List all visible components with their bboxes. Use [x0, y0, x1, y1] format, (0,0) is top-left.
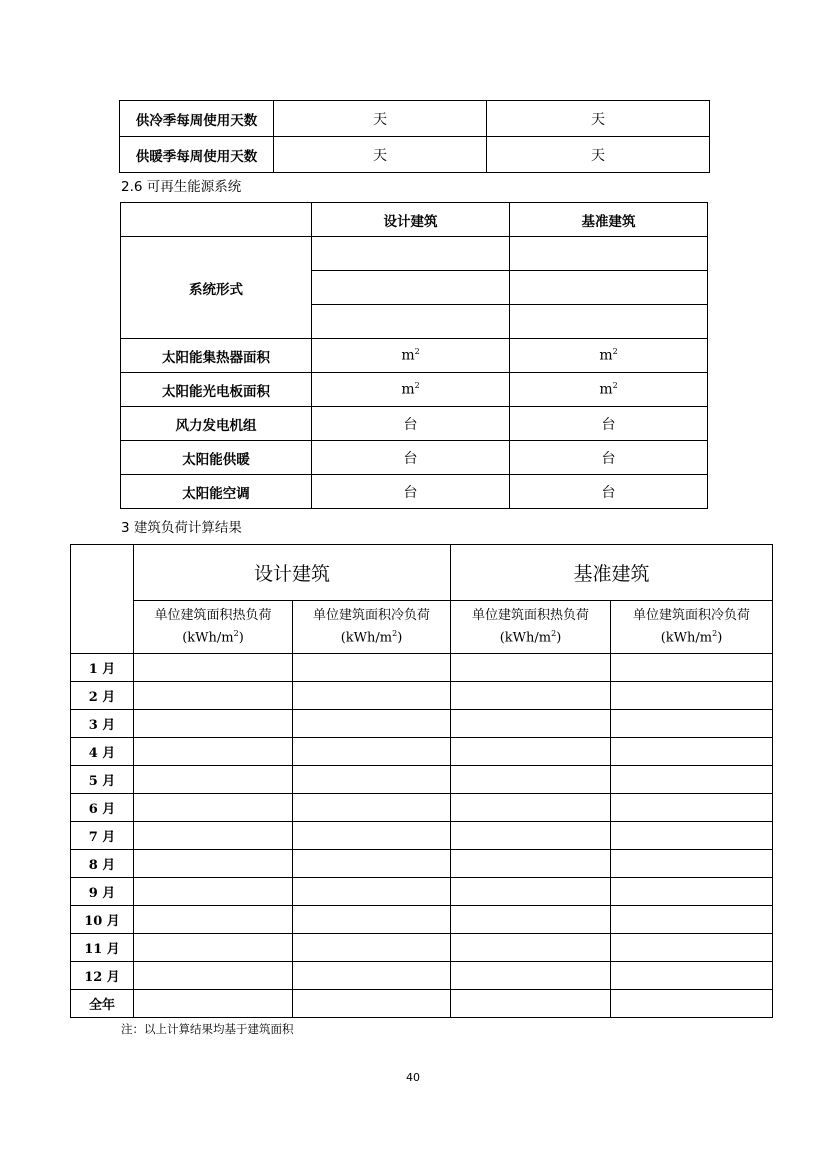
usage-days-table [119, 100, 710, 173]
value-cell [293, 738, 451, 766]
value-cell [451, 934, 611, 962]
value-cell [134, 850, 293, 878]
table-row [71, 794, 773, 822]
table-row [71, 682, 773, 710]
value-cell [451, 906, 611, 934]
month-label: 9 月 [71, 878, 134, 906]
month-label: 3 月 [71, 710, 134, 738]
value-cell [134, 794, 293, 822]
value-cell [451, 822, 611, 850]
value-cell [451, 766, 611, 794]
load-results-table [70, 544, 773, 1018]
value-cell [451, 738, 611, 766]
section-heading-3: 3 建筑负荷计算结果 [121, 520, 242, 536]
value-cell [611, 822, 773, 850]
value-cell [451, 794, 611, 822]
table-row [71, 990, 773, 1018]
month-label: 5 月 [71, 766, 134, 794]
empty-cell [510, 237, 708, 271]
empty-cell [510, 305, 708, 339]
value-cell [134, 654, 293, 682]
table-row [121, 407, 708, 441]
value-cell [611, 710, 773, 738]
value-cell [293, 962, 451, 990]
table-row [120, 101, 710, 137]
table-row [71, 878, 773, 906]
table-row [71, 766, 773, 794]
subheader-design-heat: 单位建筑面积热负荷 $(kWh/m^2)$ [134, 601, 293, 654]
value-cell [134, 906, 293, 934]
value-cell [134, 682, 293, 710]
table-row [121, 441, 708, 475]
value-cell [134, 766, 293, 794]
footnote: 注：以上计算结果均基于建筑面积 [121, 1022, 294, 1036]
month-label: 6 月 [71, 794, 134, 822]
value-cell [451, 878, 611, 906]
month-label: 8 月 [71, 850, 134, 878]
value-cell [134, 962, 293, 990]
header-baseline: 基准建筑 [451, 545, 773, 601]
value-cell [451, 850, 611, 878]
value-cell [293, 878, 451, 906]
table-row [121, 339, 708, 373]
empty-cell [312, 237, 510, 271]
value-cell [293, 990, 451, 1018]
table-row [121, 237, 708, 271]
table-row [121, 475, 708, 509]
month-label: 2 月 [71, 682, 134, 710]
value-cell [293, 710, 451, 738]
row-label: 太阳能空调 [121, 475, 312, 509]
month-label: 1 月 [71, 654, 134, 682]
subheader-baseline-heat: 单位建筑面积热负荷 $(kWh/m^2)$ [451, 601, 611, 654]
value-cell [293, 934, 451, 962]
table-row [71, 710, 773, 738]
design-cell: $m^2$ [312, 373, 510, 407]
table-row [71, 934, 773, 962]
subheader-baseline-cool: 单位建筑面积冷负荷 $(kWh/m^2)$ [611, 601, 773, 654]
table-row [71, 654, 773, 682]
baseline-cell: 台 [510, 475, 708, 509]
value-cell [451, 710, 611, 738]
design-cell: 台 [312, 441, 510, 475]
row-label: 太阳能集热器面积 [121, 339, 312, 373]
value-cell [611, 654, 773, 682]
value-cell [611, 990, 773, 1018]
empty-cell [121, 203, 312, 237]
section-heading-2-6: 2.6 可再生能源系统 [121, 179, 242, 195]
system-form-label: 系统形式 [121, 237, 312, 339]
month-label: 7 月 [71, 822, 134, 850]
header-design: 设计建筑 [134, 545, 451, 601]
header-design: 设计建筑 [312, 203, 510, 237]
value-cell [451, 990, 611, 1018]
baseline-cell: $m^2$ [510, 339, 708, 373]
value-cell [451, 682, 611, 710]
table-row [71, 738, 773, 766]
design-cell: $m^2$ [312, 339, 510, 373]
value-cell [451, 654, 611, 682]
baseline-cell: 天 [487, 137, 710, 173]
month-rows [71, 654, 773, 1018]
row-label: 风力发电机组 [121, 407, 312, 441]
baseline-cell: $m^2$ [510, 373, 708, 407]
page-number: 40 [406, 1071, 420, 1084]
design-cell: 台 [312, 475, 510, 509]
month-label: 10 月 [71, 906, 134, 934]
value-cell [611, 738, 773, 766]
value-cell [134, 710, 293, 738]
value-cell [134, 934, 293, 962]
renewable-energy-table [120, 202, 708, 509]
value-cell [611, 766, 773, 794]
row-label: 供暖季每周使用天数 [120, 137, 274, 173]
value-cell [293, 850, 451, 878]
value-cell [451, 962, 611, 990]
value-cell [293, 822, 451, 850]
value-cell [611, 962, 773, 990]
month-label: 11 月 [71, 934, 134, 962]
baseline-cell: 台 [510, 407, 708, 441]
row-label: 太阳能光电板面积 [121, 373, 312, 407]
table-row [71, 850, 773, 878]
value-cell [293, 766, 451, 794]
value-cell [611, 850, 773, 878]
empty-cell [510, 271, 708, 305]
table-row [71, 962, 773, 990]
header-baseline: 基准建筑 [510, 203, 708, 237]
table-row [71, 822, 773, 850]
design-cell: 天 [274, 101, 487, 137]
value-cell [134, 738, 293, 766]
row-label: 太阳能供暖 [121, 441, 312, 475]
value-cell [293, 682, 451, 710]
value-cell [134, 822, 293, 850]
value-cell [611, 794, 773, 822]
value-cell [293, 794, 451, 822]
value-cell [611, 682, 773, 710]
value-cell [293, 654, 451, 682]
month-label: 4 月 [71, 738, 134, 766]
empty-cell [312, 271, 510, 305]
empty-cell [312, 305, 510, 339]
value-cell [611, 934, 773, 962]
table-header-row [71, 545, 773, 601]
value-cell [611, 878, 773, 906]
design-cell: 台 [312, 407, 510, 441]
table-header-row [121, 203, 708, 237]
value-cell [611, 906, 773, 934]
value-cell [134, 990, 293, 1018]
subheader-design-cool: 单位建筑面积冷负荷 $(kWh/m^2)$ [293, 601, 451, 654]
baseline-cell: 台 [510, 441, 708, 475]
table-row [121, 373, 708, 407]
table-row [71, 906, 773, 934]
table-row [120, 137, 710, 173]
month-label: 全年 [71, 990, 134, 1018]
value-cell [293, 906, 451, 934]
design-cell: 天 [274, 137, 487, 173]
baseline-cell: 天 [487, 101, 710, 137]
table-subheader-row [71, 601, 773, 654]
empty-corner-cell [71, 545, 134, 654]
month-label: 12 月 [71, 962, 134, 990]
value-cell [134, 878, 293, 906]
row-label: 供冷季每周使用天数 [120, 101, 274, 137]
